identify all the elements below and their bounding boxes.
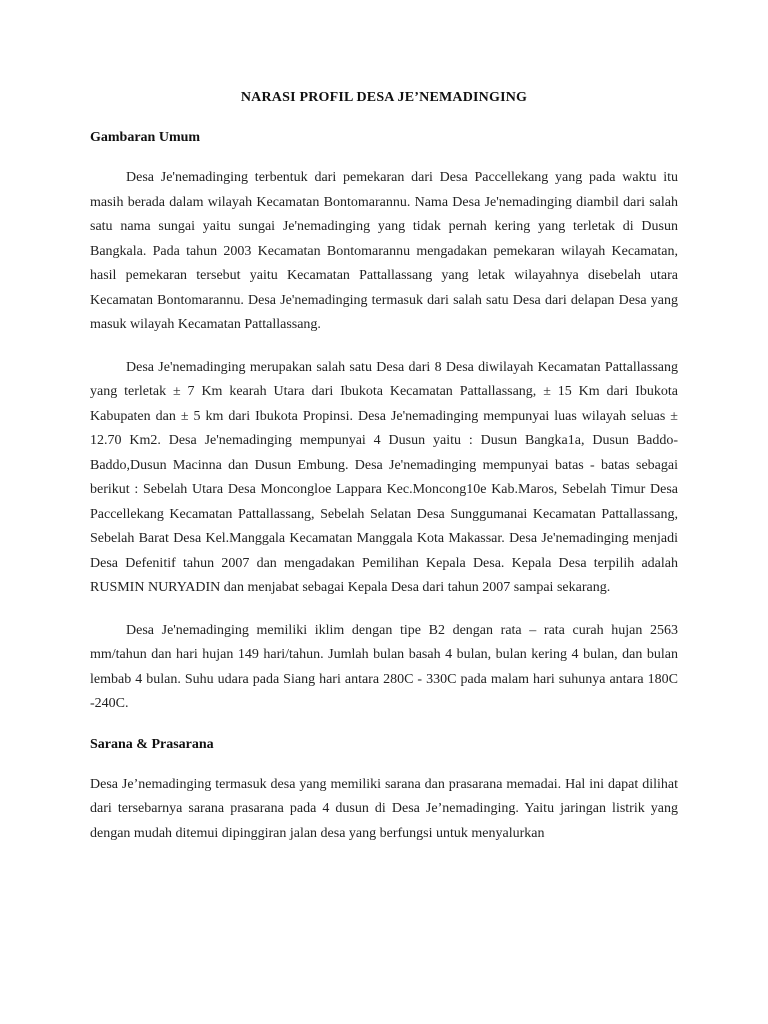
document-title: NARASI PROFIL DESA JE’NEMADINGING <box>240 90 528 105</box>
paragraph-infrastructure: Desa Je’nemadinging termasuk desa yang memiliki sarana dan prasarana memadai. Hal ini dapat dilihat dari tersebarnya sarana prasarana pada 4 dusun di Desa Je’nemadinging. Yaitu jaringan listrik yang dengan mudah ditemui dipinggiran jalan desa yang berfungsi untuk menyalurkan <box>90 776 678 841</box>
section-heading-sarana-prasarana: Sarana & Prasarana <box>90 736 214 752</box>
paragraph-history: Desa Je'nemadinging terbentuk dari pemekaran dari Desa Paccellekang yang pada waktu itu masih berada dalam wilayah Kecamatan Bontomarannu. Nama Desa Je'nemadinging diambil dari salah satu nama sungai yaitu sungai Je'nemadinging yang tidak pernah kering yang terletak di Dusun Bangkala. Pada tahun 2003 Kecamatan Bontomarannu mengadakan pemekaran wilayah Kecamatan, hasil pemekaran tersebut yaitu Kecamatan Pattallassang yang letak wilayahnya disebelah utara Kecamatan Bontomarannu. Desa Je'nemadinging termasuk dari salah satu Desa dari delapan Desa yang masuk wilayah Kecamatan Pattallassang. <box>90 170 678 332</box>
paragraph-location: Desa Je'nemadinging merupakan salah satu Desa dari 8 Desa diwilayah Kecamatan Pattallassang yang terletak ± 7 Km kearah Utara dari Ibukota Kecamatan Pattallassang, ± 15 Km dari Ibukota Kabupaten dan ± 5 km dari Ibukota Propinsi. Desa Je'nemadinging mempunyai luas wilayah seluas ± 12.70 Km2. Desa Je'nemadinging mempunyai 4 Dusun yaitu : Dusun Bangka1a, Dusun Baddo-Baddo,Dusun Macinna dan Dusun Embung. Desa Je'nemadinging mempunyai batas - batas sebagai berikut : Sebelah Utara Desa Moncongloe Lappara Kec.Moncong10e Kab.Maros, Sebelah Timur Desa Paccellekang Kecamatan Pattallassang, Sebelah Selatan Desa Sunggumanai Kecamatan Pattallassang, Sebelah Barat Desa Kel.Manggala Kecamatan Manggala Kota Makassar. Desa Je'nemadinging menjadi Desa Defenitif tahun 2007 dan mengadakan Pemilihan Kepala Desa. Kepala Desa terpilih adalah RUSMIN NURYADIN dan menjabat sebagai Kepala Desa dari tahun 2007 sampai sekarang. <box>90 359 678 595</box>
paragraph-climate: Desa Je'nemadinging memiliki iklim dengan tipe B2 dengan rata – rata curah hujan 2563 mm/tahun dan hari hujan 149 hari/tahun. Jumlah bulan basah 4 bulan, bulan kering 4 bulan, dan bulan lembab 4 bulan. Suhu udara pada Siang hari antara 280C - 330C pada malam hari suhunya antara 180C -240C. <box>90 622 678 711</box>
document-page <box>90 88 678 846</box>
section-heading-gambaran-umum: Gambaran Umum <box>90 130 201 145</box>
